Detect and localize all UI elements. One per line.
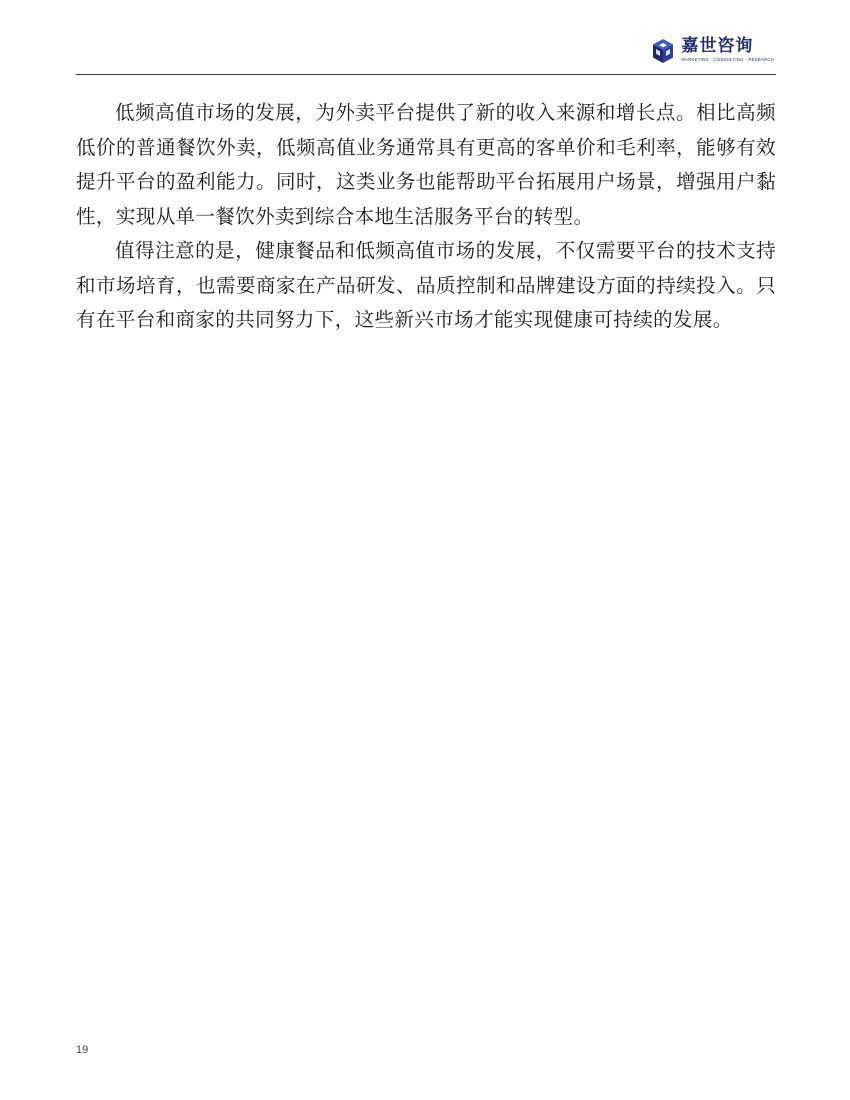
header-divider xyxy=(76,74,776,75)
logo-wordmark xyxy=(681,36,774,63)
page-number: 19 xyxy=(76,1044,89,1056)
body-paragraph-2: 值得注意的是，健康餐品和低频高值市场的发展，不仅需要平台的技术支持和市场培育，也需要商家在产品研发、品质控制和品牌建设方面的持续投入。只有在平台和商家的共同努力下，这些新兴市场才能实现健康可持续的发展。 xyxy=(76,239,776,331)
document-body xyxy=(76,96,776,338)
brand-tagline: MARKETING · CONSULTING · RESEARCH xyxy=(681,57,774,62)
cube-logo-icon xyxy=(651,38,675,64)
page-header xyxy=(76,36,776,74)
body-paragraph-1: 低频高值市场的发展，为外卖平台提供了新的收入来源和增长点。相比高频低价的普通餐饮外卖，低频高值业务通常具有更高的客单价和毛利率，能够有效提升平台的盈利能力。同时，这类业务也能帮助平台拓展用户场景，增强用户黏性，实现从单一餐饮外卖到综合本地生活服务平台的转型。 xyxy=(76,101,776,228)
brand-name: 嘉世咨询 xyxy=(681,36,754,56)
brand-logo xyxy=(651,36,774,68)
